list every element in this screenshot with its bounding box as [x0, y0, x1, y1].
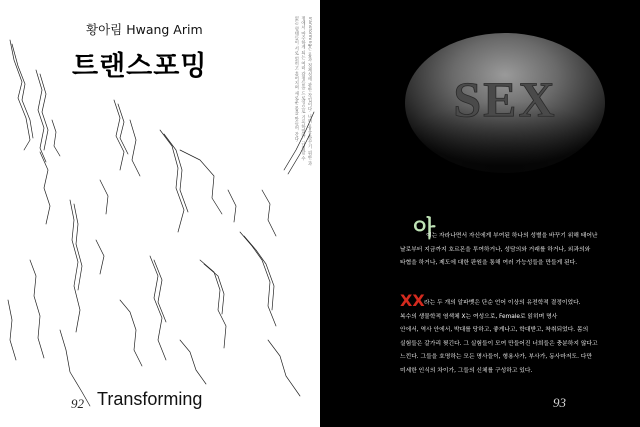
- paragraph-line: 라는 두 개의 알파벳은 단순 언어 이상의 유전학적 결정이었다.: [424, 300, 581, 306]
- right-page: [320, 0, 640, 427]
- paragraph-line: 타협을 하거나, 제도에 대한 판원을 통해 여러 가능성들을 만들게 된다.: [400, 260, 578, 267]
- paragraph-line: 안에서, 역사 안에서, 박대를 당하고, 좋게나고, 학대받고, 착취되었다. 몸의: [400, 327, 589, 334]
- lead-character-a: 아: [413, 216, 436, 242]
- korean-title: 트랜스포밍: [72, 51, 208, 82]
- paragraph-line: 실험들은 갈가리 찢긴다. 그 실험들이 모여 만들어진 너희들은 충분하지 않다고: [400, 340, 598, 347]
- paragraph-line: 복수의 생물학적 염색체 X는 여성으로, Female로 읽히며 명사: [400, 313, 558, 320]
- vertical-description: Transforming은 몸과 정체성에 관한 작업이다. 나의 몸을 바꾸기 위한 과정에서 마주하게 되는 여러 감정들을 드로잉으로 기록하였다. 규정할 수 없는 형태들이 서로 얽히고 흩어지며 새로운 몸을 만들어 간다.: [293, 16, 312, 166]
- lead-character-xx: XX: [400, 291, 425, 310]
- paragraph-line: 느낀다. 그들을 호명하는 모든 명사들이, 형용사가, 부사가, 동사마저도. 다만: [400, 354, 592, 361]
- author-name: 황아림 Hwang Arim: [86, 22, 203, 37]
- stone-word: SEX: [453, 71, 557, 127]
- paragraph-line: 날로부터 지금까지 호르몬을 투여하거나, 성담의와 거래를 하거나, 외과의와: [400, 246, 591, 253]
- paragraph-1: [400, 230, 598, 271]
- paragraph-2: [400, 297, 598, 379]
- english-title: Transforming: [97, 389, 203, 409]
- engraved-stone: [400, 28, 610, 178]
- page-number-right: 93: [553, 395, 566, 410]
- paragraph-line: 미세한 인식의 차이가, 그들의 신체를 구성하고 있다.: [400, 367, 533, 374]
- page-number-left: 92: [71, 396, 84, 411]
- paragraph-line: 이는 자라나면서 자신에게 부여된 하나의 성별을 바꾸기 위해 태어난: [426, 233, 598, 239]
